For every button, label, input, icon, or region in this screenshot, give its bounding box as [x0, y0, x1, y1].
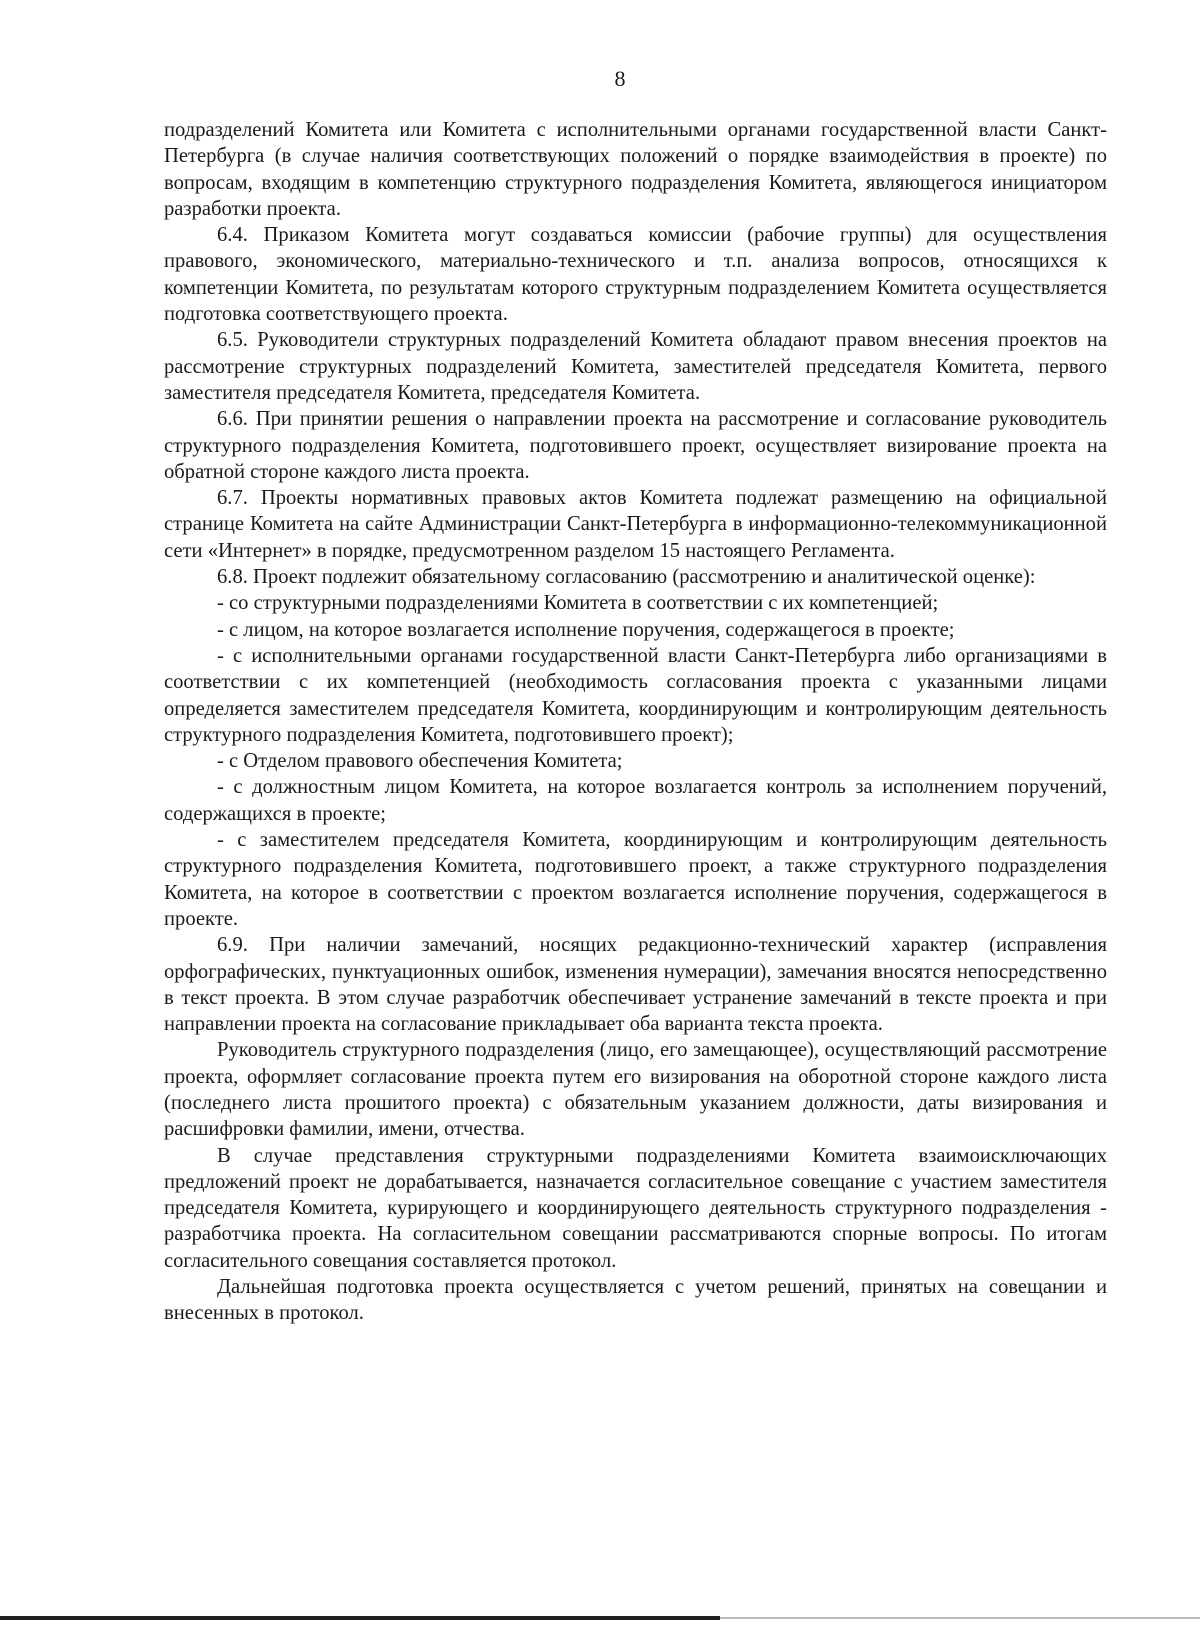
paragraph-further-preparation: Дальнейшая подготовка проекта осуществляется с учетом решений, принятых на совещании и внесенных в протокол. [164, 1276, 1107, 1325]
list-item-deputy-chairman: - с заместителем председателя Комитета, координирующим и контролирующим деятельность структурного подразделения Комитета, подготовившего проект, а также структурного подразделения Комитета, на которое в соответствии с проектом возлагается исполнение поручения, содержащегося в проекте. [164, 829, 1107, 930]
document-body [164, 117, 1107, 1327]
paragraph-head-approval: Руководитель структурного подразделения (лицо, его замещающее), осуществляющий рассмотрение проекта, оформляет согласование проекта путем его визирования на оборотной стороне каждого листа (последнего листа прошитого проекта) с обязательным указанием должности, даты визирования и расшифровки фамилии, имени, отчества. [164, 1039, 1107, 1141]
paragraph-continuation: подразделений Комитета или Комитета с исполнительными органами государственной власти Санкт-Петербурга (в случае наличия соответствующих положений о порядке взаимодействия в проекте) по вопросам, входящим в компетенцию структурного подразделения Комитета, являющегося инициатором разработки проекта. [164, 119, 1107, 220]
paragraph-6-6: 6.6. При принятии решения о направлении проекта на рассмотрение и согласование руководитель структурного подразделения Комитета, подготовившего проект, осуществляет визирование проекта на обратной стороне каждого листа проекта. [164, 408, 1107, 483]
paragraph-conciliation-meeting: В случае представления структурными подразделениями Комитета взаимоисключающих предложений проект не дорабатывается, назначается согласительное совещание с участием заместителя председателя Комитета, курирующего и координирующего деятельность структурного подразделения - разработчика проекта. На согласительном совещании рассматриваются спорные вопросы. По итогам согласительного совещания составляется протокол. [164, 1144, 1107, 1272]
paragraph-6-4: 6.4. Приказом Комитета могут создаваться комиссии (рабочие группы) для осуществления правового, экономического, материально-технического и т.п. анализа вопросов, относящихся к компетенции Комитета, по результатам которого структурным подразделением Комитета осуществляется подготовка соответствующего проекта. [164, 224, 1107, 326]
list-item-legal-department: - с Отделом правового обеспечения Комитета; [217, 750, 623, 773]
list-item-control-official: - с должностным лицом Комитета, на которое возлагается контроль за исполнением поручений, содержащихся в проекте; [164, 776, 1107, 825]
paragraph-6-5: 6.5. Руководители структурных подразделений Комитета обладают правом внесения проектов на рассмотрение структурных подразделений Комитета, заместителей председателя Комитета, первого заместителя председателя Комитета, председателя Комитета. [164, 329, 1107, 404]
bottom-scan-rule-fade [720, 1617, 1200, 1619]
bottom-scan-rule [0, 1616, 720, 1620]
paragraph-6-9: 6.9. При наличии замечаний, носящих редакционно-технический характер (исправления орфографических, пунктуационных ошибок, изменения нумерации), замечания вносятся непосредственно в текст проекта. В этом случае разработчик обеспечивает устранение замечаний в тексте проекта и при направлении проекта на согласование прикладывает оба варианта текста проекта. [164, 934, 1107, 1036]
list-item-executive-bodies: - с исполнительными органами государственной власти Санкт-Петербурга либо организациями в соответствии с их компетенцией (необходимость согласования проекта с указанными лицами определяется заместителем председателя Комитета, координирующим и контролирующим деятельность структурного подразделения Комитета, подготовившего проект); [164, 644, 1107, 746]
paragraph-6-7: 6.7. Проекты нормативных правовых актов Комитета подлежат размещению на официальной странице Комитета на сайте Администрации Санкт-Петербурга в информационно-телекоммуникационной сети «Интернет» в порядке, предусмотренном разделом 15 настоящего Регламента. [164, 487, 1107, 562]
list-item-responsible-person: - с лицом, на которое возлагается исполнение поручения, содержащегося в проекте; [217, 618, 955, 641]
page-number: 8 [614, 66, 626, 91]
list-item-structural-units: - со структурными подразделениями Комитета в соответствии с их компетенцией; [217, 592, 939, 615]
paragraph-6-8: 6.8. Проект подлежит обязательному согласованию (рассмотрению и аналитической оценке): [217, 566, 1036, 589]
